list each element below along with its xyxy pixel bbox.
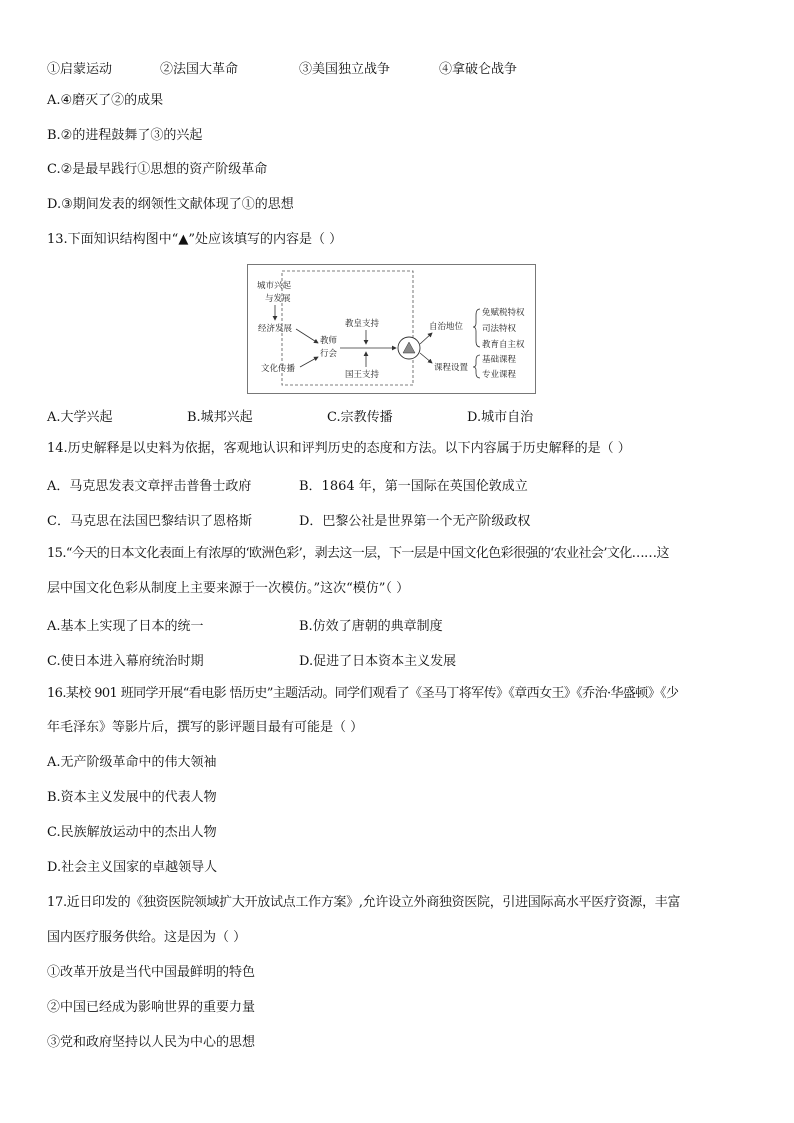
q17-stem-line2: 国内医疗服务供给。这是因为（ ） — [47, 930, 247, 945]
q12-option-b: B.②的进程鼓舞了③的兴起 — [47, 128, 203, 143]
q14-option-b: B．1864 年，第一国际在英国伦敦成立 — [299, 479, 528, 494]
node-privilege-2: 司法特权 — [482, 324, 517, 334]
q17-item-3: ③党和政府坚持以人民为中心的思想 — [47, 1035, 256, 1050]
q12-option-a: A.④磨灭了②的成果 — [47, 93, 164, 108]
node-guild-line1: 教师 — [320, 336, 338, 346]
q14-stem: 14.历史解释是以史料为依据，客观地认识和评判历史的态度和方法。以下内容属于历史解释的是（ ） — [47, 441, 631, 456]
q12-item-4: ④拿破仑战争 — [439, 62, 518, 77]
q15-option-a: A.基本上实现了日本的统一 — [47, 619, 204, 634]
node-city-line1: 城市兴起 — [257, 281, 292, 291]
q12-item-3: ③美国独立战争 — [299, 62, 391, 77]
q15-option-c: C.使日本进入幕府统治时期 — [47, 654, 204, 669]
node-autonomy: 自治地位 — [429, 322, 464, 332]
node-privilege-1: 免赋税特权 — [482, 308, 525, 318]
q13-option-d: D.城市自治 — [467, 410, 534, 425]
knowledge-structure-diagram — [247, 264, 536, 394]
q16-option-b: B.资本主义发展中的代表人物 — [47, 790, 217, 805]
q14-option-d: D．巴黎公社是世界第一个无产阶级政权 — [299, 514, 531, 529]
q12-option-c: C.②是最早践行①思想的资产阶级革命 — [47, 162, 268, 177]
q16-stem-line1: 16.某校 901 班同学开展“看电影 悟历史”主题活动。同学们观看了《圣马丁将军传》《章西女王》《乔治·华盛顿》《少 — [47, 686, 679, 701]
q15-option-d: D.促进了日本资本主义发展 — [299, 654, 457, 669]
node-courses: 课程设置 — [434, 363, 469, 373]
node-culture: 文化传播 — [261, 364, 296, 374]
q13-option-c: C.宗教传播 — [327, 410, 393, 425]
node-king-support: 国王支持 — [345, 370, 380, 380]
q16-option-a: A.无产阶级革命中的伟大领袖 — [47, 755, 217, 770]
q15-stem-line1: 15.“今天的日本文化表面上有浓厚的‘欧洲色彩’，剥去这一层，下一层是中国文化色彩很强的‘农业社会’文化……这 — [47, 546, 669, 561]
q17-item-2: ②中国已经成为影响世界的重要力量 — [47, 1000, 256, 1015]
q12-item-1: ①启蒙运动 — [47, 62, 113, 77]
q14-option-c: C．马克思在法国巴黎结识了恩格斯 — [47, 514, 252, 529]
q13-option-b: B.城邦兴起 — [187, 410, 253, 425]
q13-option-a: A.大学兴起 — [47, 410, 113, 425]
q12-item-2: ②法国大革命 — [160, 62, 239, 77]
node-course-2: 专业课程 — [482, 370, 517, 380]
q16-stem-line2: 年毛泽东》等影片后，撰写的影评题目最有可能是（ ） — [47, 720, 364, 735]
node-guild-line2: 行会 — [320, 349, 338, 359]
q16-option-c: C.民族解放运动中的杰出人物 — [47, 825, 217, 840]
node-economy: 经济发展 — [258, 324, 293, 334]
q12-option-d: D.③期间发表的纲领性文献体现了①的思想 — [47, 197, 294, 212]
q14-option-a: A．马克思发表文章抨击普鲁士政府 — [47, 479, 252, 494]
q15-option-b: B.仿效了唐朝的典章制度 — [299, 619, 443, 634]
q16-option-d: D.社会主义国家的卓越领导人 — [47, 860, 218, 875]
node-privilege-3: 教育自主权 — [482, 340, 525, 350]
q13-stem: 13.下面知识结构图中“▲”处应该填写的内容是（ ） — [47, 232, 343, 247]
node-pope-support: 教皇支持 — [345, 319, 380, 329]
q17-item-1: ①改革开放是当代中国最鲜明的特色 — [47, 965, 256, 980]
q17-stem-line1: 17.近日印发的《独资医院领域扩大开放试点工作方案》,允许设立外商独资医院，引进国际高水平医疗资源，丰富 — [47, 895, 681, 910]
q15-stem-line2: 层中国文化色彩从制度上主要来源于一次模仿。”这次“模仿”（ ） — [47, 581, 410, 596]
node-course-1: 基础课程 — [482, 355, 517, 365]
node-city-line2: 与发展 — [265, 294, 291, 304]
